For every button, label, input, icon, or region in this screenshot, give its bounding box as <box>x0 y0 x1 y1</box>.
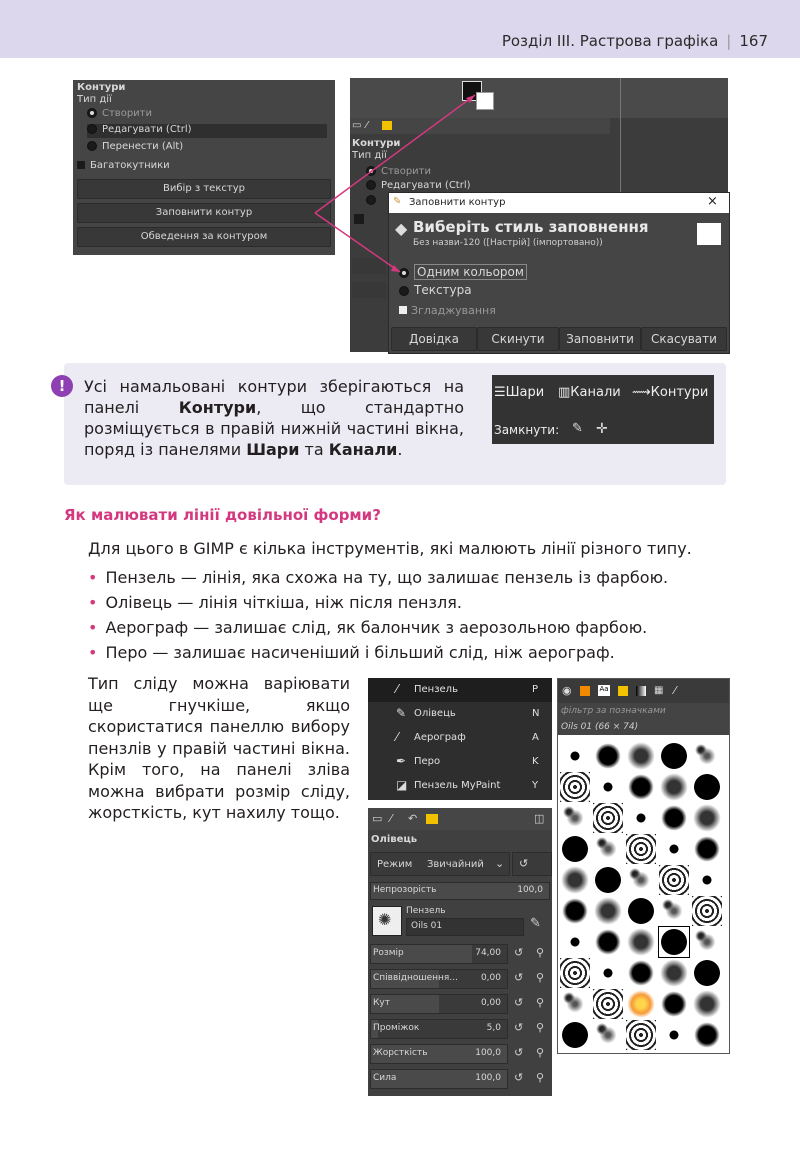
brush-thumbnail[interactable] <box>560 865 590 895</box>
current-brush-label: Oils 01 (66 × 74) <box>558 719 729 735</box>
paths-tool-options <box>73 80 335 255</box>
arrow-to-swatch <box>315 95 475 213</box>
edit-brush-icon[interactable]: ✎ <box>530 916 541 931</box>
angle-slider[interactable] <box>370 994 508 1014</box>
fonts-tab-icon[interactable]: Aa <box>598 685 610 696</box>
brush-thumbnail[interactable] <box>692 741 722 771</box>
fill-icon: ✎ <box>393 196 402 207</box>
brush-thumbnail[interactable] <box>659 958 689 988</box>
reset-icon[interactable]: ↺ <box>514 1046 524 1059</box>
brush-thumbnail[interactable] <box>593 989 623 1019</box>
menu-item-pencil[interactable]: ✎ Олівець N <box>396 706 540 720</box>
running-header <box>502 32 768 50</box>
brush-thumbnail[interactable] <box>659 896 689 926</box>
radio-icon <box>87 108 97 118</box>
dialog-title: Заповнити контур <box>409 197 506 208</box>
images-icon[interactable] <box>426 814 438 824</box>
brush-thumbnail[interactable] <box>659 741 689 771</box>
list-item: • Пензель — лінія, яка схожа на ту, що залишає пензель із фарбою. <box>88 565 668 590</box>
brush-thumbnail[interactable] <box>659 1020 689 1050</box>
brush-thumbnail[interactable] <box>692 896 722 926</box>
reset-icon[interactable]: ↺ <box>514 996 524 1009</box>
slider-label: Кут <box>373 998 390 1008</box>
brush-label: Пензель <box>406 906 446 916</box>
reset-icon: ↺ <box>519 857 529 870</box>
panel-title: Контури <box>352 138 401 149</box>
dialog-heading: Виберіть стиль заповнення <box>413 218 649 236</box>
brush-preview[interactable] <box>372 906 402 936</box>
checkbox-icon <box>399 306 407 314</box>
brush-thumbnail[interactable] <box>626 772 656 802</box>
body-paragraph: Тип сліду можна варіювати ще гнучкіше, якщо скористатися панеллю вибору пензлів у правій частині вікна. Крім того, на панелі зліва можна вибрати розмір сліду, жорсткість, кут нахилу тощо. <box>88 674 350 822</box>
slider-value: 74,00 <box>475 948 501 958</box>
callout-arrows <box>300 90 500 290</box>
brush-thumbnail[interactable] <box>560 803 590 833</box>
brush-thumbnail[interactable] <box>692 927 722 957</box>
brush-thumbnail[interactable] <box>593 1020 623 1050</box>
radio-icon <box>87 124 97 134</box>
menu-item-airbrush[interactable]: ⁄ Аерограф A <box>396 730 539 744</box>
help-button[interactable]: Довідка <box>391 327 477 351</box>
arrowhead <box>466 95 475 103</box>
list-item: • Перо — залишає насиченіший і більший слід, ніж аерограф. <box>88 640 668 665</box>
paint-tools-menu <box>368 678 552 800</box>
header-separator: | <box>726 32 732 50</box>
brush-thumbnail[interactable] <box>659 989 689 1019</box>
dock-tabs-screenshot <box>492 375 714 444</box>
list-item: • Аерограф — залишає слід, як балончик з аерозольною фарбою. <box>88 615 668 640</box>
tab-paths[interactable]: ⟿Контури <box>632 385 709 400</box>
arrow-to-option <box>315 213 400 272</box>
brush-thumbnail[interactable] <box>692 803 722 833</box>
dock-tab-bar <box>558 679 729 703</box>
brush-thumbnail[interactable] <box>692 834 722 864</box>
aspect-ratio-slider[interactable] <box>370 969 508 989</box>
mode-create[interactable]: Створити <box>366 166 431 177</box>
configure-tab-icon[interactable]: ◫ <box>534 812 545 825</box>
brushes-panel <box>557 678 730 1054</box>
pencil-tool-options <box>368 808 552 1096</box>
slider-label: Проміжок <box>373 1023 420 1033</box>
brush-thumbnail[interactable] <box>593 927 623 957</box>
airbrush-icon: ⁄ <box>396 730 399 744</box>
device-status-icon[interactable]: ⁄ <box>366 120 368 131</box>
brush-thumbnail-icon: ✺ <box>378 910 392 929</box>
reset-icon[interactable]: ↺ <box>514 971 524 984</box>
brush-thumbnail[interactable] <box>692 772 722 802</box>
brush-grid <box>560 741 727 1051</box>
brush-thumbnail[interactable] <box>593 865 623 895</box>
slider-label: Сила <box>373 1073 397 1083</box>
layers-icon: ☰ <box>494 385 506 400</box>
channels-icon: ▥ <box>558 385 571 400</box>
reset-button[interactable]: Скинути <box>477 327 559 351</box>
brush-thumbnail[interactable] <box>626 989 656 1019</box>
palettes-tab-icon[interactable]: ▦ <box>654 685 664 696</box>
page-number: 167 <box>739 32 768 50</box>
bucket-icon: ◆ <box>395 219 408 238</box>
brush-thumbnail[interactable] <box>692 958 722 988</box>
paths-icon: ⟿ <box>632 385 651 400</box>
fill-button[interactable]: Заповнити <box>559 327 641 351</box>
mode-edit[interactable]: Редагувати (Ctrl) <box>366 180 471 191</box>
dialog-subtitle: Без назви-120 ([Настрій] (імпортовано)) <box>413 238 603 248</box>
mode-edit[interactable]: Редагувати (Ctrl) <box>87 124 327 138</box>
brush-thumbnail[interactable] <box>593 741 623 771</box>
pencil-icon: ✎ <box>396 706 407 720</box>
mode-create[interactable]: Створити <box>87 108 327 121</box>
brush-thumbnail[interactable] <box>593 958 623 988</box>
brush-thumbnail[interactable] <box>593 834 623 864</box>
lock-position-icon[interactable]: ✛ <box>596 421 608 437</box>
tab-channels[interactable]: ▥Канали <box>558 385 621 400</box>
chevron-down-icon: ⌄ <box>495 857 505 870</box>
note-text: Усі намальовані контури зберігаються на панелі Контури, що стандартно розміщується в правій нижній частині вікна, поряд із панелями Шари та Канали. <box>84 377 464 459</box>
option-solid-color[interactable]: Одним кольором <box>399 265 527 279</box>
fill-path-button[interactable]: Заповнити контур <box>77 203 331 223</box>
brush-thumbnail[interactable] <box>593 896 623 926</box>
dock-tab-bar <box>368 808 552 830</box>
slider-value: 100,0 <box>475 1073 501 1083</box>
tab-layers[interactable]: ☰Шари <box>494 385 545 400</box>
brush-thumbnail[interactable] <box>659 834 689 864</box>
brush-thumbnail[interactable] <box>659 927 689 957</box>
brush-thumbnail[interactable] <box>626 803 656 833</box>
brush-thumbnail[interactable] <box>560 958 590 988</box>
link-icon[interactable]: ⚲ <box>536 1071 545 1084</box>
link-icon[interactable]: ⚲ <box>536 1046 545 1059</box>
brush-name-field[interactable]: Oils 01 <box>406 918 524 936</box>
list-item: • Олівець — лінія чіткіша, ніж після пензля. <box>88 590 668 615</box>
brush-thumbnail[interactable] <box>659 772 689 802</box>
option-pattern[interactable]: Текстура <box>399 283 472 297</box>
mode-label: Тип дії <box>352 150 387 161</box>
spacing-slider[interactable] <box>370 1019 508 1039</box>
brush-thumbnail[interactable] <box>626 741 656 771</box>
brush-thumbnail[interactable] <box>626 958 656 988</box>
ruler <box>620 78 621 208</box>
brush-thumbnail[interactable] <box>659 865 689 895</box>
gradients-tab-icon[interactable] <box>636 686 646 696</box>
menu-item-mypaint[interactable]: ◪ Пензель MyPaint Y <box>396 778 539 792</box>
brush-thumbnail[interactable] <box>692 1020 722 1050</box>
mode-move[interactable]: Перенести (Alt) <box>87 141 327 154</box>
brush-thumbnail[interactable] <box>560 834 590 864</box>
brush-thumbnail[interactable] <box>560 741 590 771</box>
mode-select[interactable]: Режим Звичайний ⌄ <box>370 852 510 876</box>
stroke-path-button[interactable]: Обведення за контуром <box>77 227 331 247</box>
ink-icon: ✒ <box>396 754 407 768</box>
slider-value: 0,00 <box>480 998 501 1008</box>
selection-from-path-button[interactable]: Вибір з текстур <box>77 179 331 199</box>
tool-options-icon[interactable]: ▭ <box>352 120 362 131</box>
lock-label: Замкнути: <box>494 423 560 437</box>
brush-thumbnail[interactable] <box>560 772 590 802</box>
slider-label: Співвідношення... <box>373 973 458 983</box>
tool-list <box>88 565 668 665</box>
slider-value: 0,00 <box>480 973 501 983</box>
brush-thumbnail[interactable] <box>560 927 590 957</box>
mypaint-icon: ◪ <box>396 778 408 792</box>
reset-mode-button[interactable] <box>512 852 552 876</box>
size-slider[interactable] <box>370 944 508 964</box>
brush-thumbnail[interactable] <box>560 1020 590 1050</box>
brush-thumbnail[interactable] <box>560 896 590 926</box>
force-slider[interactable] <box>370 1069 508 1089</box>
patterns-tab-icon[interactable] <box>580 686 590 696</box>
undo-history-icon[interactable]: ↶ <box>408 812 418 825</box>
mode-label: Тип дії <box>77 94 112 105</box>
link-icon[interactable]: ⚲ <box>536 971 545 984</box>
reset-icon[interactable]: ↺ <box>514 1021 524 1034</box>
tool-title: Олівець <box>371 834 418 845</box>
brush-thumbnail[interactable] <box>626 865 656 895</box>
image-preview <box>697 223 721 245</box>
reset-icon[interactable]: ↺ <box>514 946 524 959</box>
brush-thumbnail[interactable] <box>626 927 656 957</box>
menu-item-paintbrush[interactable]: ⁄ Пензель P <box>368 678 552 702</box>
brushes-tab-icon[interactable]: ◉ <box>562 684 572 697</box>
brush-thumbnail[interactable] <box>692 989 722 1019</box>
panel-title: Контури <box>77 82 126 93</box>
brush-thumbnail[interactable] <box>593 772 623 802</box>
brush-thumbnail[interactable] <box>659 803 689 833</box>
brush-thumbnail[interactable] <box>593 803 623 833</box>
cancel-button[interactable]: Скасувати <box>641 327 727 351</box>
brush-thumbnail[interactable] <box>626 1020 656 1050</box>
slider-value: 100,0 <box>475 1048 501 1058</box>
paintbrush-icon: ⁄ <box>396 682 399 696</box>
checkbox-icon <box>77 161 85 169</box>
polygonal-checkbox[interactable]: Багатокутники <box>77 160 327 173</box>
brush-thumbnail[interactable] <box>626 834 656 864</box>
images-tab-icon[interactable] <box>618 686 628 696</box>
intro-paragraph: Для цього в GIMP є кілька інструментів, які малюють лінії різного типу. <box>88 539 692 558</box>
hardness-slider[interactable] <box>370 1044 508 1064</box>
paintbrush-icon[interactable]: ⁄ <box>674 684 676 697</box>
opacity-slider[interactable]: Непрозорість 100,0 <box>370 882 550 900</box>
slider-label: Розмір <box>373 948 404 958</box>
menu-item-ink[interactable]: ✒ Перо K <box>396 754 539 768</box>
link-icon[interactable]: ⚲ <box>536 1021 545 1034</box>
link-icon[interactable]: ⚲ <box>536 946 545 959</box>
tag-filter-field[interactable]: фільтр за позначками <box>558 703 729 719</box>
exclamation-icon: ! <box>51 375 73 397</box>
slider-value: 5,0 <box>486 1023 501 1033</box>
link-icon[interactable]: ⚲ <box>536 996 545 1009</box>
reset-icon[interactable]: ↺ <box>514 1071 524 1084</box>
brush-thumbnail[interactable] <box>560 989 590 1019</box>
section-name: Розділ ІІІ. Растрова графіка <box>501 32 719 50</box>
antialias-checkbox[interactable]: Згладжування <box>399 304 496 317</box>
slider-label: Жорсткість <box>373 1048 428 1058</box>
lock-pixels-icon[interactable]: ✎ <box>572 421 583 436</box>
radio-icon <box>87 141 97 151</box>
section-title: Як малювати лінії довільної форми? <box>64 506 381 524</box>
device-status-icon[interactable]: ⁄ <box>390 812 392 825</box>
brush-thumbnail[interactable] <box>692 865 722 895</box>
tool-options-icon[interactable]: ▭ <box>372 812 383 825</box>
close-icon[interactable]: × <box>707 194 718 209</box>
brush-thumbnail[interactable] <box>626 896 656 926</box>
